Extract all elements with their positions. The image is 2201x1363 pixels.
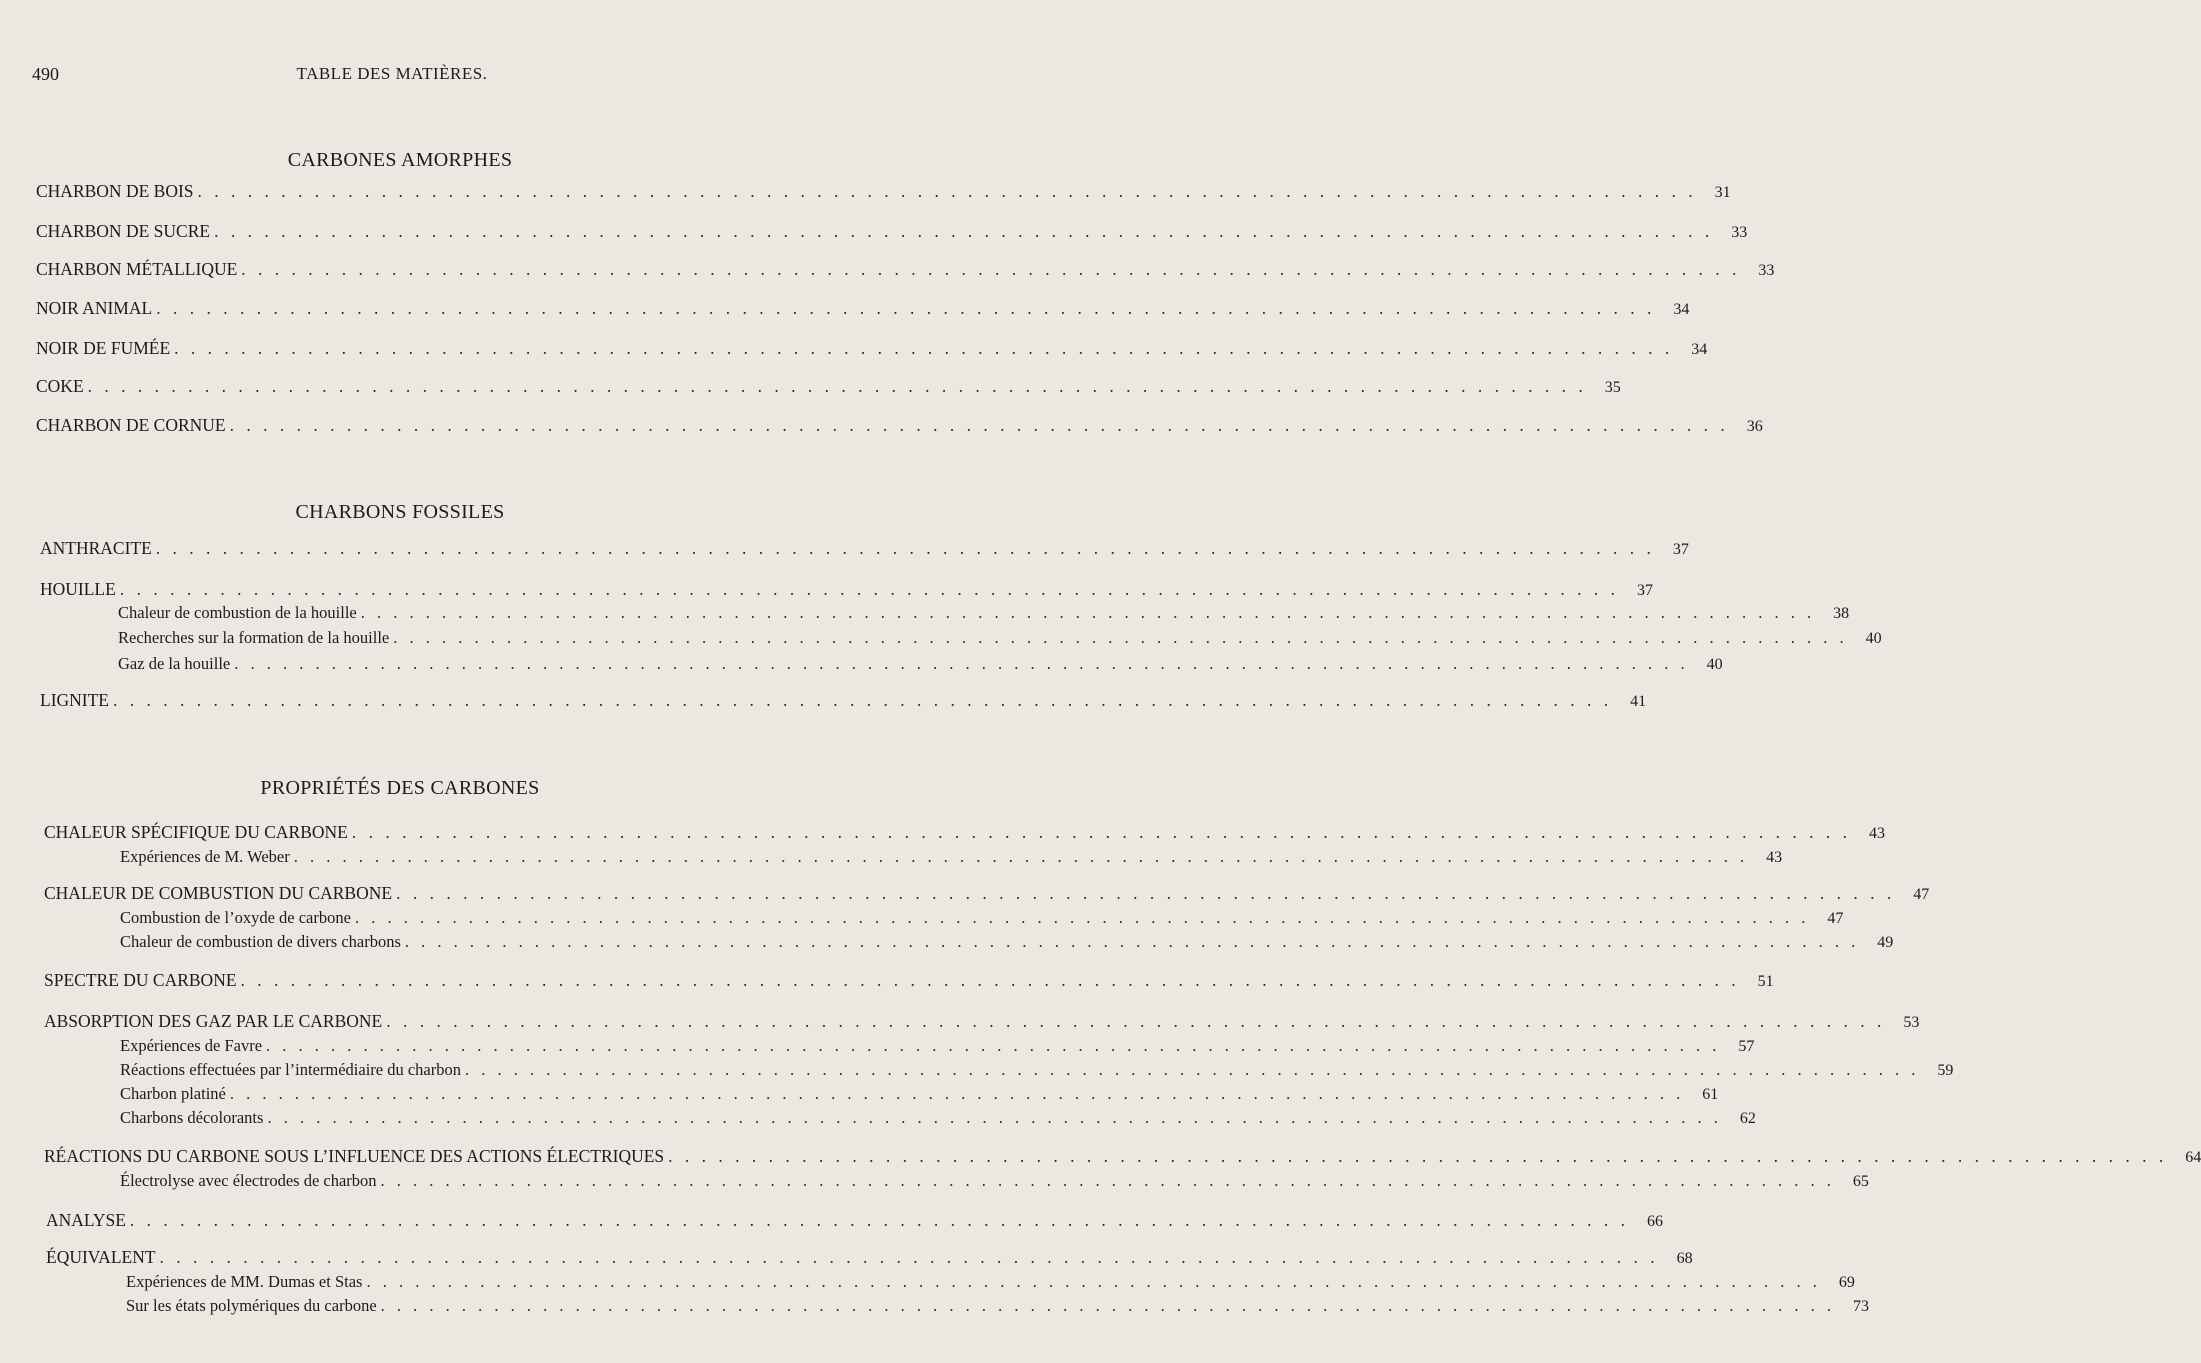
entry-label: Charbon platiné <box>120 1084 226 1103</box>
toc-entry-experiences-dumas-stas[interactable] <box>126 1272 1855 1296</box>
entry-page: 57 <box>1738 1038 1755 1055</box>
entry-label: Expériences de MM. Dumas et Stas <box>126 1272 363 1291</box>
toc-entry-lignite[interactable] <box>40 690 1647 714</box>
entry-label: HOUILLE <box>40 579 116 599</box>
entry-page: 35 <box>1604 379 1621 396</box>
dot-leader: . . . . . . . . . . . . . . . . . . . . . . . . . . . . . . . . . . . . . . . . . . . . . . . . . . . . . . . . . . . . . . . . . . . . . . . . . . . . . . . . . . . . . . . . . . <box>197 181 1697 201</box>
toc-entry-chaleur-specifique[interactable] <box>44 822 1885 846</box>
entry-page: 43 <box>1868 825 1885 842</box>
toc-entry-recherches-formation-houille[interactable] <box>118 628 1882 652</box>
toc-entry-reactions-actions-electriques[interactable] <box>44 1146 2201 1170</box>
dot-leader: . . . . . . . . . . . . . . . . . . . . . . . . . . . . . . . . . . . . . . . . . . . . . . . . . . . . . . . . . . . . . . . . . . . . . . . . . . . . . . . . . . . . . . . . . . <box>396 883 1896 903</box>
dot-leader: . . . . . . . . . . . . . . . . . . . . . . . . . . . . . . . . . . . . . . . . . . . . . . . . . . . . . . . . . . . . . . . . . . . . . . . . . . . . . . . . . . . . . . . . . . <box>119 579 1619 599</box>
dot-leader: . . . . . . . . . . . . . . . . . . . . . . . . . . . . . . . . . . . . . . . . . . . . . . . . . . . . . . . . . . . . . . . . . . . . . . . . . . . . . . . . . . . . . . . . . . <box>159 1247 1659 1267</box>
toc-entry-analyse[interactable] <box>46 1210 1664 1234</box>
dot-leader: . . . . . . . . . . . . . . . . . . . . . . . . . . . . . . . . . . . . . . . . . . . . . . . . . . . . . . . . . . . . . . . . . . . . . . . . . . . . . . . . . . . . . . . . . . <box>156 298 1656 318</box>
entry-label: SPECTRE DU CARBONE <box>44 970 237 990</box>
entry-page: 47 <box>1913 886 1930 903</box>
entry-label: Gaz de la houille <box>118 654 231 673</box>
toc-entry-charbon-de-cornue[interactable] <box>36 415 1763 439</box>
entry-label: LIGNITE <box>40 690 110 710</box>
entry-label: CHARBON DE SUCRE <box>36 221 211 241</box>
entry-label: CHALEUR DE COMBUSTION DU CARBONE <box>44 883 393 903</box>
entry-page: 37 <box>1672 541 1689 558</box>
toc-entry-chaleur-combustion-carbone[interactable] <box>44 883 1930 907</box>
entry-label: NOIR DE FUMÉE <box>36 338 171 358</box>
entry-label: Recherches sur la formation de la houille <box>118 628 390 647</box>
entry-page: 41 <box>1630 693 1647 710</box>
entry-label: Chaleur de combustion de divers charbons <box>120 932 401 951</box>
dot-leader: . . . . . . . . . . . . . . . . . . . . . . . . . . . . . . . . . . . . . . . . . . . . . . . . . . . . . . . . . . . . . . . . . . . . . . . . . . . . . . . . . . . . . . . . . . <box>241 259 1741 279</box>
toc-entry-experiences-favre[interactable] <box>120 1036 1755 1060</box>
dot-leader: . . . . . . . . . . . . . . . . . . . . . . . . . . . . . . . . . . . . . . . . . . . . . . . . . . . . . . . . . . . . . . . . . . . . . . . . . . . . . . . . . . . . . . . . . . <box>267 1108 1722 1127</box>
toc-entry-anthracite[interactable] <box>40 538 1689 562</box>
entry-page: 36 <box>1746 418 1763 435</box>
entry-label: Expériences de Favre <box>120 1036 263 1055</box>
entry-label: Combustion de l’oxyde de carbone <box>120 908 351 927</box>
toc-entry-experiences-weber[interactable] <box>120 847 1783 871</box>
entry-page: 37 <box>1636 582 1653 599</box>
entry-page: 65 <box>1852 1173 1869 1190</box>
toc-entry-charbon-de-sucre[interactable] <box>36 221 1748 245</box>
dot-leader: . . . . . . . . . . . . . . . . . . . . . . . . . . . . . . . . . . . . . . . . . . . . . . . . . . . . . . . . . . . . . . . . . . . . . . . . . . . . . . . . . . . . . . . . . . <box>668 1146 2168 1166</box>
entry-page: 61 <box>1702 1086 1719 1103</box>
entry-label: Réactions effectuées par l’intermédiaire du charbon <box>120 1060 461 1079</box>
entry-page: 47 <box>1827 910 1844 927</box>
entry-label: Expériences de M. Weber <box>120 847 290 866</box>
entry-page: 38 <box>1833 605 1850 622</box>
entry-label: ANTHRACITE <box>40 538 152 558</box>
dot-leader: . . . . . . . . . . . . . . . . . . . . . . . . . . . . . . . . . . . . . . . . . . . . . . . . . . . . . . . . . . . . . . . . . . . . . . . . . . . . . . . . . . . . . . . . . . <box>129 1210 1630 1230</box>
entry-label: RÉACTIONS DU CARBONE SOUS L’INFLUENCE DES ACTIONS ÉLECTRIQUES <box>44 1146 665 1166</box>
entry-page: 73 <box>1853 1298 1870 1315</box>
dot-leader: . . . . . . . . . . . . . . . . . . . . . . . . . . . . . . . . . . . . . . . . . . . . . . . . . . . . . . . . . . . . . . . . . . . . . . . . . . . . . . . . . . . . . . . . . . <box>240 970 1740 990</box>
entry-label: Chaleur de combustion de la houille <box>118 603 357 622</box>
dot-leader: . . . . . . . . . . . . . . . . . . . . . . . . . . . . . . . . . . . . . . . . . . . . . . . . . . . . . . . . . . . . . . . . . . . . . . . . . . . . . . . . . . . . . . . . . . <box>155 538 1655 558</box>
dot-leader: . . . . . . . . . . . . . . . . . . . . . . . . . . . . . . . . . . . . . . . . . . . . . . . . . . . . . . . . . . . . . . . . . . . . . . . . . . . . . . . . . . . . . . . . . . <box>234 654 1689 673</box>
dot-leader: . . . . . . . . . . . . . . . . . . . . . . . . . . . . . . . . . . . . . . . . . . . . . . . . . . . . . . . . . . . . . . . . . . . . . . . . . . . . . . . . . . . . . . . . . . <box>174 338 1674 358</box>
dot-leader: . . . . . . . . . . . . . . . . . . . . . . . . . . . . . . . . . . . . . . . . . . . . . . . . . . . . . . . . . . . . . . . . . . . . . . . . . . . . . . . . . . . . . . . . . . <box>214 221 1714 241</box>
entry-page: 64 <box>2185 1149 2201 1166</box>
toc-entry-combustion-oxyde-carbone[interactable] <box>120 908 1844 932</box>
dot-leader: . . . . . . . . . . . . . . . . . . . . . . . . . . . . . . . . . . . . . . . . . . . . . . . . . . . . . . . . . . . . . . . . . . . . . . . . . . . . . . . . . . . . . . . . . . <box>404 932 1860 951</box>
toc-entry-charbons-decolorants[interactable] <box>120 1108 1756 1132</box>
entry-label: Électrolyse avec électrodes de charbon <box>120 1171 377 1190</box>
toc-entry-coke[interactable] <box>36 376 1621 400</box>
dot-leader: . . . . . . . . . . . . . . . . . . . . . . . . . . . . . . . . . . . . . . . . . . . . . . . . . . . . . . . . . . . . . . . . . . . . . . . . . . . . . . . . . . . . . . . . . . <box>351 822 1851 842</box>
entry-page: 31 <box>1714 184 1731 201</box>
toc-entry-gaz-houille[interactable] <box>118 654 1723 678</box>
dot-leader: . . . . . . . . . . . . . . . . . . . . . . . . . . . . . . . . . . . . . . . . . . . . . . . . . . . . . . . . . . . . . . . . . . . . . . . . . . . . . . . . . . . . . . . . . . <box>380 1296 1836 1315</box>
entry-page: 49 <box>1877 934 1894 951</box>
toc-entry-noir-animal[interactable] <box>36 298 1690 322</box>
dot-leader: . . . . . . . . . . . . . . . . . . . . . . . . . . . . . . . . . . . . . . . . . . . . . . . . . . . . . . . . . . . . . . . . . . . . . . . . . . . . . . . . . . . . . . . . . . <box>386 1011 1886 1031</box>
dot-leader: . . . . . . . . . . . . . . . . . . . . . . . . . . . . . . . . . . . . . . . . . . . . . . . . . . . . . . . . . . . . . . . . . . . . . . . . . . . . . . . . . . . . . . . . . . <box>229 1084 1685 1103</box>
toc-entry-charbon-de-bois[interactable] <box>36 181 1731 205</box>
toc-entry-electrolyse-electrodes[interactable] <box>120 1171 1869 1195</box>
dot-leader: . . . . . . . . . . . . . . . . . . . . . . . . . . . . . . . . . . . . . . . . . . . . . . . . . . . . . . . . . . . . . . . . . . . . . . . . . . . . . . . . . . . . . . . . . . <box>354 908 1810 927</box>
entry-page: 43 <box>1766 849 1783 866</box>
toc-entry-houille[interactable] <box>40 579 1653 603</box>
entry-page: 33 <box>1758 262 1775 279</box>
toc-entry-charbon-metallique[interactable] <box>36 259 1775 283</box>
toc-entry-chaleur-divers-charbons[interactable] <box>120 932 1894 956</box>
toc-entry-reactions-intermediaire-charbon[interactable] <box>120 1060 1954 1084</box>
entry-page: 59 <box>1937 1062 1954 1079</box>
entry-label: CHARBON DE CORNUE <box>36 415 226 435</box>
dot-leader: . . . . . . . . . . . . . . . . . . . . . . . . . . . . . . . . . . . . . . . . . . . . . . . . . . . . . . . . . . . . . . . . . . . . . . . . . . . . . . . . . . . . . . . . . . <box>366 1272 1821 1291</box>
entry-page: 66 <box>1647 1213 1664 1230</box>
entry-label: COKE <box>36 376 84 396</box>
entry-page: 62 <box>1739 1110 1756 1127</box>
entry-page: 68 <box>1676 1250 1693 1267</box>
entry-page: 34 <box>1673 301 1690 318</box>
dot-leader: . . . . . . . . . . . . . . . . . . . . . . . . . . . . . . . . . . . . . . . . . . . . . . . . . . . . . . . . . . . . . . . . . . . . . . . . . . . . . . . . . . . . . . . . . . <box>380 1171 1835 1190</box>
entry-label: NOIR ANIMAL <box>36 298 153 318</box>
entry-label: CHARBON MÉTALLIQUE <box>36 259 238 279</box>
entry-label: Charbons décolorants <box>120 1108 264 1127</box>
entry-label: Sur les états polymériques du carbone <box>126 1296 377 1315</box>
entry-page: 51 <box>1757 973 1774 990</box>
dot-leader: . . . . . . . . . . . . . . . . . . . . . . . . . . . . . . . . . . . . . . . . . . . . . . . . . . . . . . . . . . . . . . . . . . . . . . . . . . . . . . . . . . . . . . . . . . <box>293 847 1749 866</box>
entry-label: CHARBON DE BOIS <box>36 181 194 201</box>
entry-label: CHALEUR SPÉCIFIQUE DU CARBONE <box>44 822 348 842</box>
toc-entry-charbon-platine[interactable] <box>120 1084 1719 1108</box>
toc-entry-chaleur-combustion-houille[interactable] <box>118 603 1850 627</box>
page-number: 490 <box>32 64 59 84</box>
dot-leader: . . . . . . . . . . . . . . . . . . . . . . . . . . . . . . . . . . . . . . . . . . . . . . . . . . . . . . . . . . . . . . . . . . . . . . . . . . . . . . . . . . . . . . . . . . <box>266 1036 1721 1055</box>
dot-leader: . . . . . . . . . . . . . . . . . . . . . . . . . . . . . . . . . . . . . . . . . . . . . . . . . . . . . . . . . . . . . . . . . . . . . . . . . . . . . . . . . . . . . . . . . . <box>393 628 1848 647</box>
dot-leader: . . . . . . . . . . . . . . . . . . . . . . . . . . . . . . . . . . . . . . . . . . . . . . . . . . . . . . . . . . . . . . . . . . . . . . . . . . . . . . . . . . . . . . . . . . <box>229 415 1729 435</box>
section-heading-proprietes-carbones: PROPRIÉTÉS DES CARBONES <box>260 776 540 799</box>
running-title: TABLE DES MATIÈRES. <box>296 64 488 83</box>
entry-page: 40 <box>1706 656 1723 673</box>
toc-entry-etats-polymeriques[interactable] <box>126 1296 1870 1320</box>
dot-leader: . . . . . . . . . . . . . . . . . . . . . . . . . . . . . . . . . . . . . . . . . . . . . . . . . . . . . . . . . . . . . . . . . . . . . . . . . . . . . . . . . . . . . . . . . . <box>360 603 1816 622</box>
toc-entry-spectre-carbone[interactable] <box>44 970 1774 994</box>
entry-label: ÉQUIVALENT <box>46 1247 156 1267</box>
toc-entry-noir-de-fumee[interactable] <box>36 338 1708 362</box>
entry-page: 33 <box>1731 224 1748 241</box>
entry-page: 34 <box>1691 341 1708 358</box>
section-heading-carbones-amorphes: CARBONES AMORPHES <box>287 148 513 171</box>
dot-leader: . . . . . . . . . . . . . . . . . . . . . . . . . . . . . . . . . . . . . . . . . . . . . . . . . . . . . . . . . . . . . . . . . . . . . . . . . . . . . . . . . . . . . . . . . . <box>87 376 1587 396</box>
entry-page: 69 <box>1838 1274 1855 1291</box>
dot-leader: . . . . . . . . . . . . . . . . . . . . . . . . . . . . . . . . . . . . . . . . . . . . . . . . . . . . . . . . . . . . . . . . . . . . . . . . . . . . . . . . . . . . . . . . . . <box>113 690 1613 710</box>
section-heading-charbons-fossiles: CHARBONS FOSSILES <box>295 500 505 523</box>
entry-label: ANALYSE <box>46 1210 126 1230</box>
toc-entry-equivalent[interactable] <box>46 1247 1693 1271</box>
entry-page: 40 <box>1865 630 1882 647</box>
dot-leader: . . . . . . . . . . . . . . . . . . . . . . . . . . . . . . . . . . . . . . . . . . . . . . . . . . . . . . . . . . . . . . . . . . . . . . . . . . . . . . . . . . . . . . . . . . <box>465 1060 1920 1079</box>
entry-label: ABSORPTION DES GAZ PAR LE CARBONE <box>44 1011 383 1031</box>
entry-page: 53 <box>1903 1014 1920 1031</box>
toc-entry-absorption-gaz[interactable] <box>44 1011 1920 1035</box>
running-head <box>32 64 752 88</box>
